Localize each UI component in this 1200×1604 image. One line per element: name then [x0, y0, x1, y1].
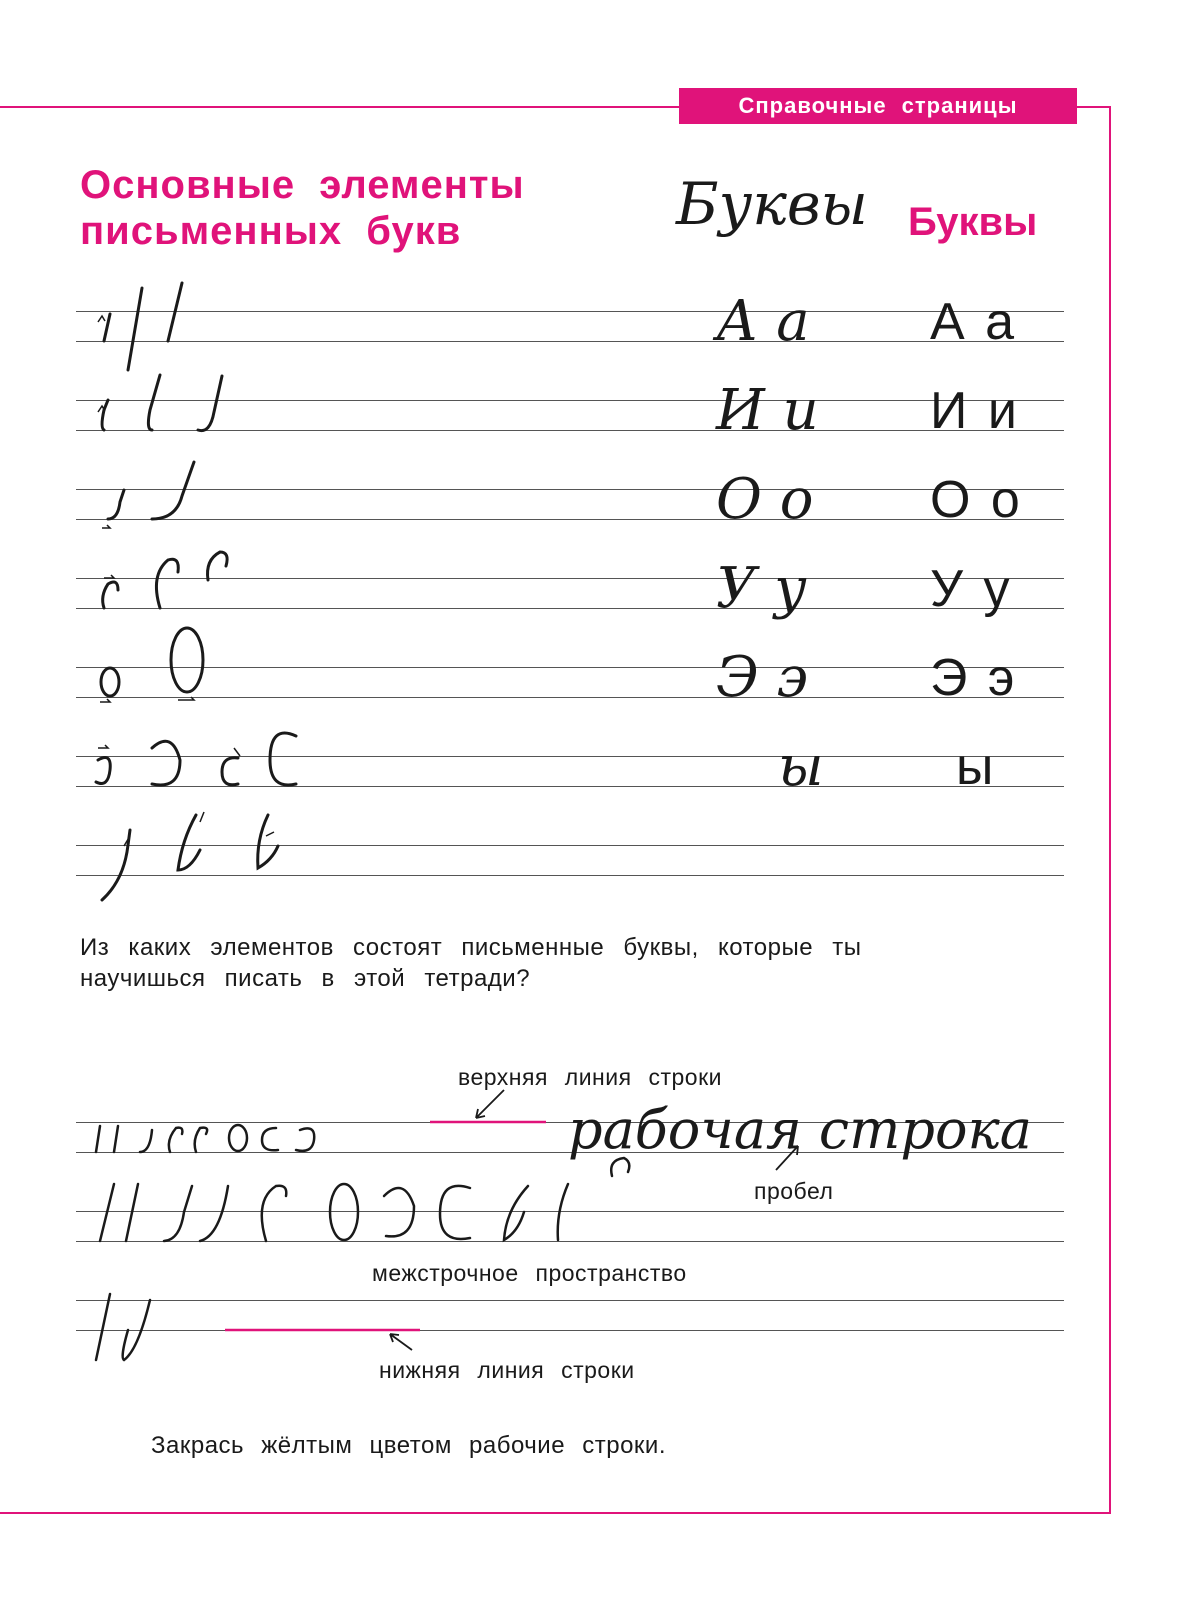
task-text: Закрась жёлтым цветом рабочие строки.: [151, 1432, 666, 1459]
page-title-line-1: Основные элементы: [80, 163, 525, 207]
print-letter-i: И и: [930, 382, 1017, 440]
print-letter-u: У у: [930, 560, 1010, 618]
print-letter-e: Э э: [930, 649, 1015, 707]
script-bottom-elements: [96, 1294, 150, 1360]
script-letter-e: Э э: [716, 645, 809, 710]
working-line-script: рабочая строка: [568, 1098, 1032, 1161]
print-letter-o: О о: [930, 471, 1020, 529]
arrow-icon: [776, 1146, 798, 1170]
question-text: Из каких элементов состоят письменные буквы, которые ты научишься писать в этой тетради?: [80, 934, 862, 992]
script-arc-large: [262, 1186, 287, 1241]
page-title-line-2: письменных букв: [80, 209, 462, 253]
space-label: пробел: [754, 1178, 834, 1204]
script-letter-u: У у: [716, 556, 807, 621]
top-line-label: верхняя линия строки: [458, 1064, 722, 1090]
interline-label: межстрочное пространство: [372, 1260, 687, 1286]
script-loops-large: [504, 1158, 629, 1240]
bottom-line-label: нижняя линия строки: [379, 1357, 635, 1383]
script-e-s-large: [384, 1186, 470, 1239]
script-letter-o: О о: [716, 467, 814, 532]
script-oval-small: [229, 1125, 247, 1151]
script-oval-large: [330, 1184, 358, 1240]
print-letter-a: А а: [930, 293, 1015, 351]
print-letter-y: ы: [956, 738, 994, 796]
script-s-e-small: [262, 1128, 314, 1151]
script-letter-y: ы: [778, 734, 824, 799]
script-letters-heading: Буквы: [676, 170, 868, 238]
section-tag: Справочные страницы: [679, 88, 1077, 124]
script-letter-a: А а: [716, 289, 810, 354]
arrow-icon: [476, 1090, 504, 1118]
script-letter-i: И и: [716, 378, 819, 443]
script-elements-small: [96, 1126, 207, 1152]
arrow-icon: [390, 1334, 412, 1350]
print-letters-heading: Буквы: [908, 200, 1038, 244]
script-elements-large: [100, 1184, 228, 1241]
